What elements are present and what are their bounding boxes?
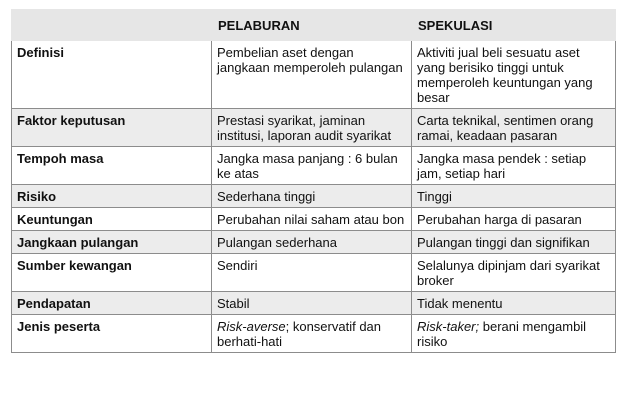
row-label: Risiko [12,185,212,208]
spekulasi-cell: Carta teknikal, sentimen orang ramai, keadaan pasaran [412,109,616,147]
pelaburan-cell: Prestasi syarikat, jaminan institusi, laporan audit syarikat [212,109,412,147]
header-pelaburan: PELABURAN [212,10,412,41]
pelaburan-cell: Pembelian aset dengan jangkaan memperoleh pulangan [212,41,412,109]
table-row [12,185,616,208]
spekulasi-italic-term: Risk-taker; [417,319,480,334]
row-label: Jangkaan pulangan [12,231,212,254]
pelaburan-cell: Jangka masa panjang : 6 bulan ke atas [212,147,412,185]
pelaburan-cell: Perubahan nilai saham atau bon [212,208,412,231]
spekulasi-description: berani mengambil risiko [417,319,587,349]
header-spekulasi: SPEKULASI [412,10,616,41]
table-row [12,208,616,231]
row-label: Sumber kewangan [12,254,212,292]
table-row [12,315,616,353]
table-row [12,231,616,254]
table-row [12,109,616,147]
pelaburan-italic-term: Risk-averse [217,319,286,334]
pelaburan-cell: Pulangan sederhana [212,231,412,254]
row-label: Tempoh masa [12,147,212,185]
spekulasi-cell: Tidak menentu [412,292,616,315]
row-label: Jenis peserta [12,315,212,353]
row-label: Definisi [12,41,212,109]
table-row [12,147,616,185]
table-row [12,254,616,292]
row-label: Faktor keputusan [12,109,212,147]
table-header-row [12,10,616,41]
spekulasi-cell: Tinggi [412,185,616,208]
spekulasi-cell: Aktiviti jual beli sesuatu aset yang berisiko tinggi untuk memperoleh keuntungan yang besar [412,41,616,109]
pelaburan-cell: Sendiri [212,254,412,292]
table-row [12,292,616,315]
spekulasi-cell: Jangka masa pendek : setiap jam, setiap hari [412,147,616,185]
spekulasi-cell: Selalunya dipinjam dari syarikat broker [412,254,616,292]
spekulasi-cell: Perubahan harga di pasaran [412,208,616,231]
pelaburan-cell [212,315,412,353]
pelaburan-cell: Stabil [212,292,412,315]
comparison-table [11,9,616,353]
row-label: Pendapatan [12,292,212,315]
pelaburan-cell: Sederhana tinggi [212,185,412,208]
row-label: Keuntungan [12,208,212,231]
table-row [12,41,616,109]
pelaburan-description: ; konservatif dan berhati-hati [217,319,382,349]
spekulasi-cell [412,315,616,353]
header-empty-cell [12,10,212,41]
spekulasi-cell: Pulangan tinggi dan signifikan [412,231,616,254]
